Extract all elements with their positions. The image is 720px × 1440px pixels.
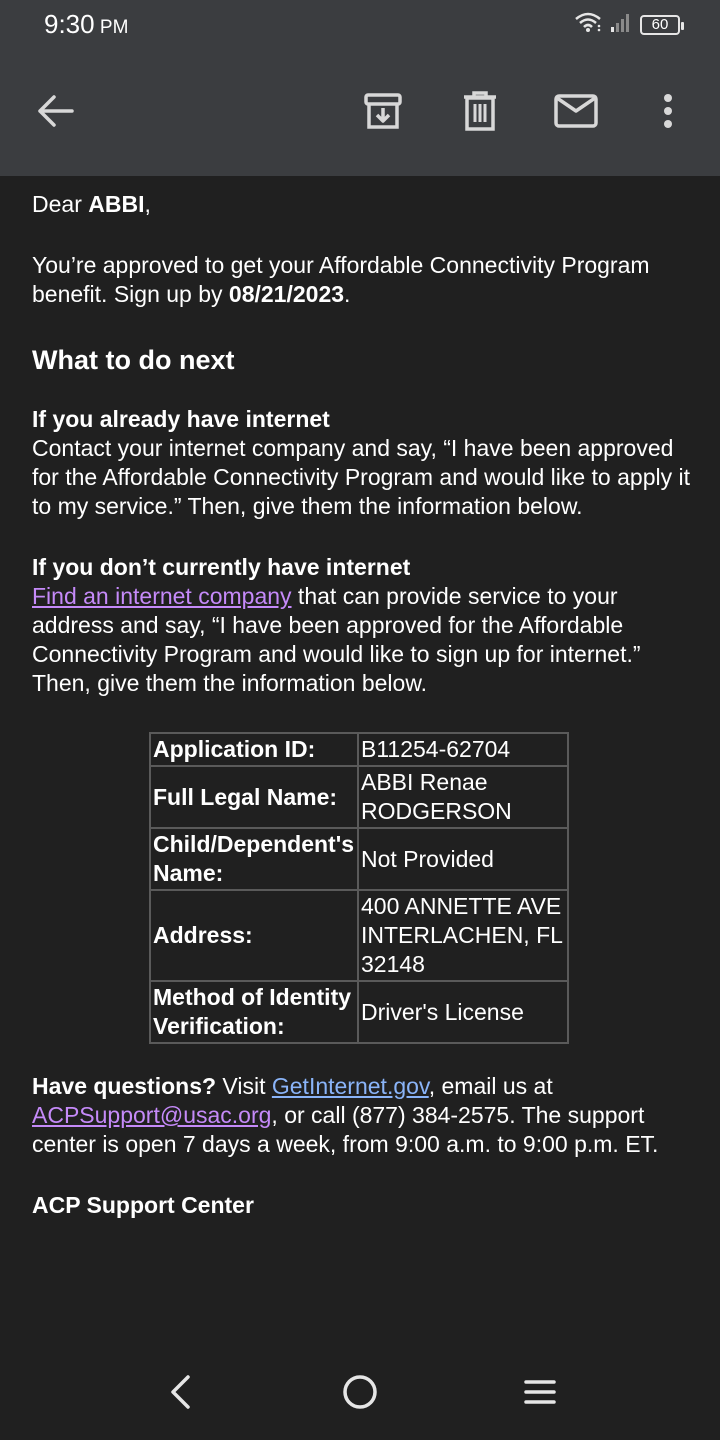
signup-deadline: 08/21/2023 — [228, 281, 345, 307]
greeting-suffix: , — [144, 191, 151, 217]
arrow-left-icon — [36, 95, 74, 127]
no-internet-text: that can provide service to your address and say, “I have been approved for the Affordable Connectivity Program and would like to sign up for internet.” Then, give them the information below. — [32, 583, 641, 696]
application-info-table — [149, 732, 569, 1044]
signature: ACP Support Center — [32, 1192, 254, 1218]
wifi-icon — [574, 11, 602, 38]
support-email-link[interactable]: ACPSupport@usac.org — [32, 1102, 272, 1128]
battery-icon — [640, 15, 680, 35]
nav-home-button[interactable] — [330, 1368, 390, 1416]
back-button[interactable] — [30, 88, 80, 134]
next-steps-heading: What to do next — [32, 345, 235, 375]
system-nav-bar — [0, 1340, 720, 1440]
row-label: Method of Identity Verification: — [150, 981, 358, 1043]
more-vertical-icon — [663, 93, 673, 129]
table-row — [150, 733, 568, 766]
questions-label: Have questions? — [32, 1073, 217, 1099]
more-options-button[interactable] — [648, 88, 688, 134]
table-row — [150, 890, 568, 981]
find-internet-company-link[interactable]: Find an internet company — [32, 583, 292, 609]
archive-button[interactable] — [358, 88, 408, 134]
questions-email-text: , email us at — [428, 1073, 553, 1099]
row-value: ABBI Renae RODGERSON — [358, 766, 568, 828]
battery-level: 60 — [651, 16, 669, 33]
email-toolbar — [0, 50, 720, 176]
status-icons — [574, 11, 680, 38]
status-bar — [0, 0, 720, 50]
table-row — [150, 766, 568, 828]
mark-unread-button[interactable] — [550, 88, 602, 134]
trash-icon — [462, 91, 498, 131]
table-row — [150, 828, 568, 890]
mail-icon — [554, 94, 598, 128]
home-circle-icon — [342, 1374, 378, 1410]
row-value: Not Provided — [358, 828, 568, 890]
have-internet-heading: If you already have internet — [32, 406, 330, 432]
table-row — [150, 981, 568, 1043]
questions-paragraph — [32, 1072, 692, 1159]
status-time-value: 9:30 — [44, 9, 95, 39]
approval-message — [32, 251, 692, 309]
greeting — [32, 190, 692, 219]
nav-back-button[interactable] — [150, 1368, 210, 1416]
row-label: Application ID: — [150, 733, 358, 766]
row-value: Driver's License — [358, 981, 568, 1043]
approval-end: . — [344, 281, 351, 307]
no-internet-paragraph — [32, 582, 692, 698]
row-value: 400 ANNETTE AVE INTERLACHEN, FL 32148 — [358, 890, 568, 981]
questions-visit: Visit — [216, 1073, 272, 1099]
menu-icon — [524, 1378, 556, 1406]
chevron-left-icon — [168, 1374, 192, 1410]
questions-call-text: , or call (877) 384-2575. The support center is open 7 days a week, from 9:00 a.m. to 9:00 p.m. ET. — [32, 1102, 659, 1157]
row-label: Full Legal Name: — [150, 766, 358, 828]
have-internet-text: Contact your internet company and say, “I have been approved for the Affordable Connectivity Program and would like to apply it to my service.” Then, give them the information below. — [32, 435, 690, 519]
approval-text: You’re approved to get your Affordable Connectivity Program benefit. Sign up by — [32, 252, 650, 307]
getinternet-link[interactable]: GetInternet.gov — [271, 1073, 429, 1099]
status-time — [44, 9, 128, 40]
row-value: B11254-62704 — [358, 733, 568, 766]
archive-icon — [363, 91, 403, 131]
signal-icon — [610, 11, 632, 38]
row-label: Address: — [150, 890, 358, 981]
email-body — [32, 190, 692, 1220]
row-label: Child/Dependent's Name: — [150, 828, 358, 890]
greeting-prefix: Dear — [32, 191, 89, 217]
recipient-name: ABBI — [88, 191, 145, 217]
nav-recents-button[interactable] — [510, 1368, 570, 1416]
delete-button[interactable] — [455, 88, 505, 134]
no-internet-heading: If you don’t currently have internet — [32, 554, 411, 580]
status-time-ampm: PM — [99, 17, 129, 38]
